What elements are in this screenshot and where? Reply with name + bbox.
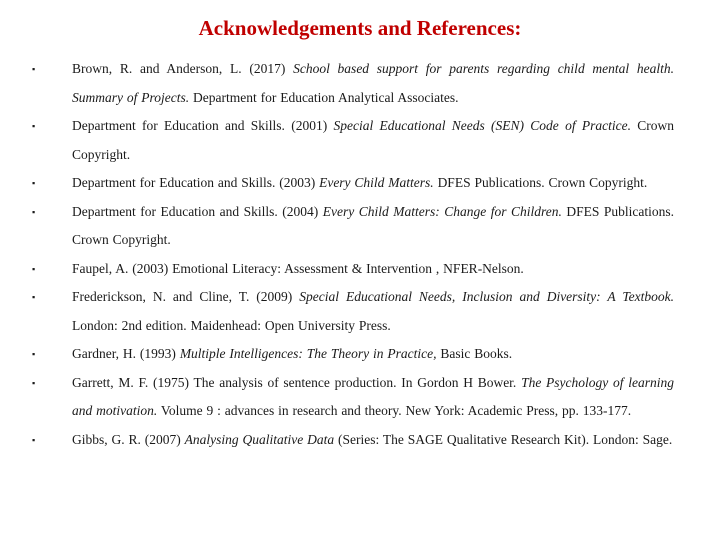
reference-item — [32, 283, 674, 340]
reference-text: Department for Education and Skills. (2001) — [72, 118, 334, 133]
reference-title: Analysing Qualitative Data — [184, 431, 335, 447]
reference-text: Basic Books. — [436, 346, 513, 361]
reference-title: Every Child Matters: Change for Children. — [322, 203, 562, 219]
reference-text: Brown, R. and Anderson, L. (2017) — [72, 61, 294, 76]
bullet-icon: ▪ — [32, 292, 36, 302]
reference-text: Volume 9 : advances in research and theory. New York: Academic Press, pp. 133-177. — [157, 403, 632, 418]
reference-title: Every Child Matters. — [319, 175, 434, 190]
reference-title: Multiple Intelligences: The Theory in Practice, — [179, 346, 437, 361]
reference-title: School based support for parents regarding child mental health. Summary of Projects. — [72, 61, 674, 105]
reference-item — [32, 112, 674, 169]
reference-text: Department for Education and Skills. (2004) — [72, 203, 323, 219]
bullet-icon: ▪ — [32, 121, 36, 131]
reference-text: Department for Education and Skills. (2003) — [72, 175, 320, 190]
bullet-icon: ▪ — [32, 263, 36, 274]
reference-list — [0, 55, 720, 454]
bullet-icon: ▪ — [32, 206, 36, 217]
reference-title: The Psychology of learning and motivation. — [72, 374, 675, 418]
reference-text: (Series: The SAGE Qualitative Research Kit). London: Sage. — [334, 431, 673, 447]
bullet-icon: ▪ — [32, 64, 36, 74]
page-title: Acknowledgements and References: — [198, 16, 522, 40]
bullet-icon: ▪ — [32, 377, 36, 388]
reference-text: Crown Copyright. — [72, 118, 674, 162]
reference-item — [32, 426, 674, 455]
reference-item — [32, 198, 674, 255]
reference-text: DFES Publications. Crown Copyright. — [72, 203, 674, 247]
bullet-icon: ▪ — [32, 434, 36, 445]
bullet-icon: ▪ — [32, 178, 36, 188]
reference-text: DFES Publications. Crown Copyright. — [433, 175, 648, 190]
reference-item — [32, 340, 674, 369]
reference-text: Gardner, H. (1993) — [72, 346, 180, 361]
reference-text: London: 2nd edition. Maidenhead: Open University Press. — [72, 317, 391, 333]
reference-item — [32, 55, 674, 112]
reference-text: Frederickson, N. and Cline, T. (2009) — [72, 289, 300, 304]
reference-item — [32, 255, 674, 284]
reference-item — [32, 169, 674, 198]
reference-text: Department for Education Analytical Associates. — [189, 89, 459, 105]
reference-text: Garrett, M. F. (1975) The analysis of sentence production. In Gordon H Bower. — [72, 374, 522, 390]
reference-text: Faupel, A. (2003) Emotional Literacy: Assessment & Intervention , NFER-Nelson. — [72, 260, 524, 276]
reference-item — [32, 369, 675, 426]
reference-title: Special Educational Needs, Inclusion and Diversity: A Textbook. — [299, 289, 674, 304]
reference-title: Special Educational Needs (SEN) Code of Practice. — [333, 118, 631, 133]
bullet-icon: ▪ — [32, 349, 36, 359]
reference-text: Gibbs, G. R. (2007) — [72, 431, 185, 447]
